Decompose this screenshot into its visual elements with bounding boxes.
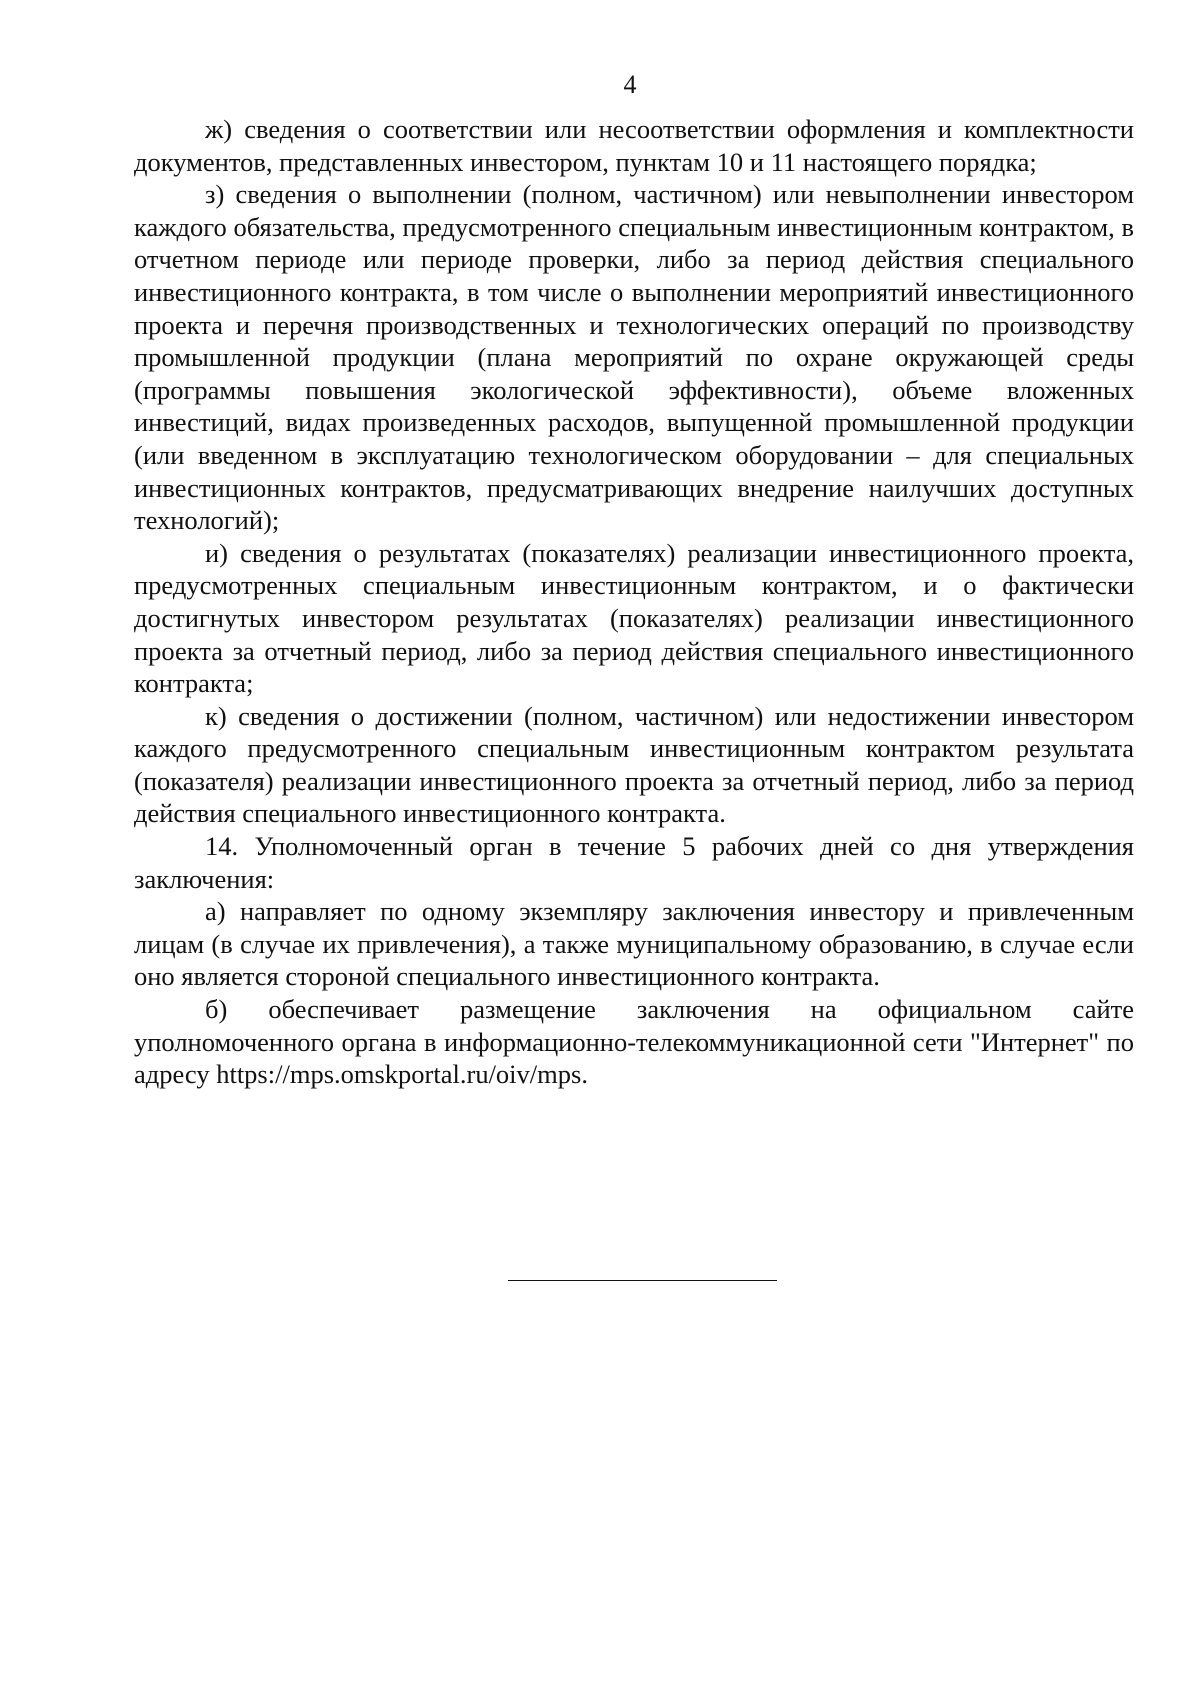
document-body bbox=[134, 113, 1134, 1091]
paragraph-b: б) обеспечивает размещение заключения на официальном сайте уполномоченного органа в информационно-телекоммуникационной сети "Интернет" по адресу https://mps.omskportal.ru/oiv/mps. bbox=[134, 994, 1134, 1090]
paragraph-zh: ж) сведения о соответствии или несоответствии оформления и комплектности документов, представленных инвестором, пунктам 10 и 11 настоящего порядка; bbox=[134, 114, 1134, 177]
closing-divider bbox=[508, 1280, 777, 1281]
paragraph-z: з) сведения о выполнении (полном, частичном) или невыполнении инвестором каждого обязательства, предусмотренного специальным инвестиционным контрактом, в отчетном периоде или периоде проверки, либо за период действия специального инвестиционного контракта, в том числе о выполнении мероприятий инвестиционного проекта и перечня производственных и технологических операций по производству промышленной продукции (плана мероприятий по охране окружающей среды (программы повышения экологической эффективности), объеме вложенных инвестиций, видах произведенных расходов, выпущенной промышленной продукции (или введенном в эксплуатацию технологическом оборудовании – для специальных инвестиционных контрактов, предусматривающих внедрение наилучших доступных технологий); bbox=[134, 179, 1134, 536]
paragraph-14: 14. Уполномоченный орган в течение 5 рабочих дней со дня утверждения заключения: bbox=[134, 831, 1134, 894]
paragraph-i: и) сведения о результатах (показателях) реализации инвестиционного проекта, предусмотренных специальным инвестиционным контрактом, и о фактически достигнутых инвестором результатах (показателях) реализации инвестиционного проекта за отчетный период, либо за период действия специального инвестиционного контракта; bbox=[134, 537, 1134, 699]
paragraph-a: а) направляет по одному экземпляру заключения инвестору и привлеченным лицам (в случае их привлечения), а также муниципальному образованию, в случае если оно является стороной специального инвестиционного контракта. bbox=[134, 896, 1134, 992]
paragraph-k: к) сведения о достижении (полном, частичном) или недостижении инвестором каждого предусмотренного специальным инвестиционным контрактом результата (показателя) реализации инвестиционного проекта за отчетный период, либо за период действия специального инвестиционного контракта. bbox=[134, 700, 1134, 829]
page-number: 4 bbox=[623, 70, 637, 99]
